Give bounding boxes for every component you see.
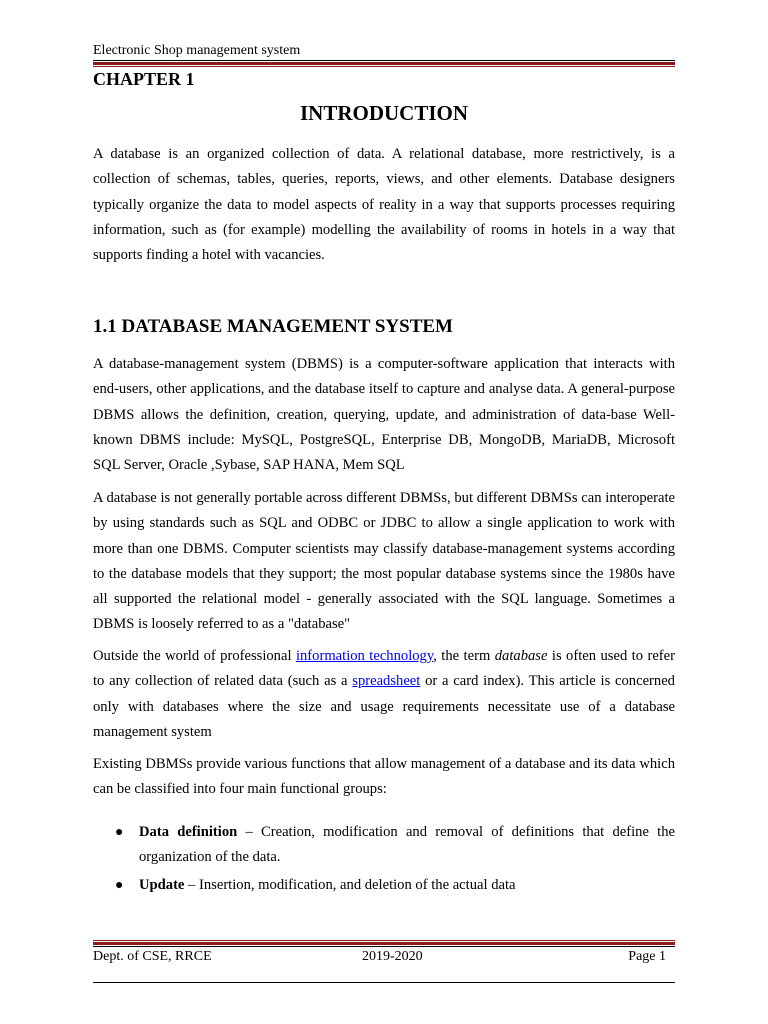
header-rule-under	[93, 66, 675, 67]
list-item	[93, 820, 675, 871]
spreadsheet-link[interactable]: spreadsheet	[352, 673, 421, 690]
running-header: Electronic Shop management system	[93, 43, 301, 58]
footer-dept: Dept. of CSE, RRCE	[93, 949, 212, 964]
footer-page-number: Page 1	[628, 949, 666, 964]
footer-bottom-rule	[93, 982, 675, 983]
bullet-text: – Insertion, modification, and deletion of the actual data	[184, 876, 516, 893]
footer-rule-thick	[93, 942, 675, 945]
bullet-icon: ●	[115, 877, 124, 893]
chapter-label: CHAPTER 1	[93, 69, 195, 89]
para3-text-3: is often used to refer to any collection of related data (such as a	[93, 648, 675, 690]
para3-text-4: or a card index). This article is concerned only with databases where the size and usage requirements necessitate use of a database management system	[93, 673, 675, 740]
footer-year: 2019-2020	[362, 949, 423, 964]
bullet-icon: ●	[115, 825, 124, 840]
para3-italic-term: database	[494, 648, 548, 664]
information-technology-link[interactable]: information technology	[295, 648, 434, 664]
para3-text-2: , the term	[433, 648, 495, 664]
header-rule-thick	[93, 62, 675, 65]
bullet-term: Data definition	[139, 824, 238, 840]
bullet-term: Update	[139, 876, 185, 893]
section-paragraph-3	[93, 644, 675, 745]
list-item	[93, 873, 675, 898]
intro-paragraph: A database is an organized collection of data. A relational database, more restrictively, is a collection of schemas, tables, queries, reports, views, and other elements. Database designers typically organize the data to model aspects of reality in a way that supports processes requiring information, such as (for example) modelling the availability of rooms in hotels in a way that supports finding a hotel with vacancies.	[93, 146, 675, 264]
section-paragraph-2: A database is not generally portable across different DBMSs, but different DBMSs can interoperate by using standards such as SQL and ODBC or JDBC to allow a single application to work with more than one DBMS. Computer scientists may classify database-management systems according to the database models that they support; the most popular database systems since the 1980s have all supported the relational model - generally associated with the SQL language. Sometimes a DBMS is loosely referred to as a "database"	[93, 490, 675, 633]
function-groups-list	[93, 820, 675, 900]
header-rule-thin	[93, 60, 675, 61]
section-paragraph-4: Existing DBMSs provide various functions that allow management of a database and its data which can be classified into four main functional groups:	[93, 756, 675, 798]
chapter-title: INTRODUCTION	[299, 101, 469, 125]
footer-rule-thin	[93, 946, 675, 947]
para3-text-1: Outside the world of professional	[93, 648, 296, 664]
bullet-text: – Creation, modification and removal of definitions that define the organization of the data.	[139, 824, 675, 866]
section-heading: 1.1 DATABASE MANAGEMENT SYSTEM	[93, 316, 453, 337]
section-paragraph-1: A database-management system (DBMS) is a computer-software application that interacts with end-users, other applications, and the database itself to capture and analyse data. A general-purpose DBMS allows the definition, creation, querying, update, and administration of data-base Well-known DBMS include: MySQL, PostgreSQL, Enterprise DB, MongoDB, MariaDB, Microsoft SQL Server, Oracle ,Sybase, SAP HANA, Mem SQL	[93, 356, 675, 474]
footer-rule-top	[93, 940, 675, 941]
